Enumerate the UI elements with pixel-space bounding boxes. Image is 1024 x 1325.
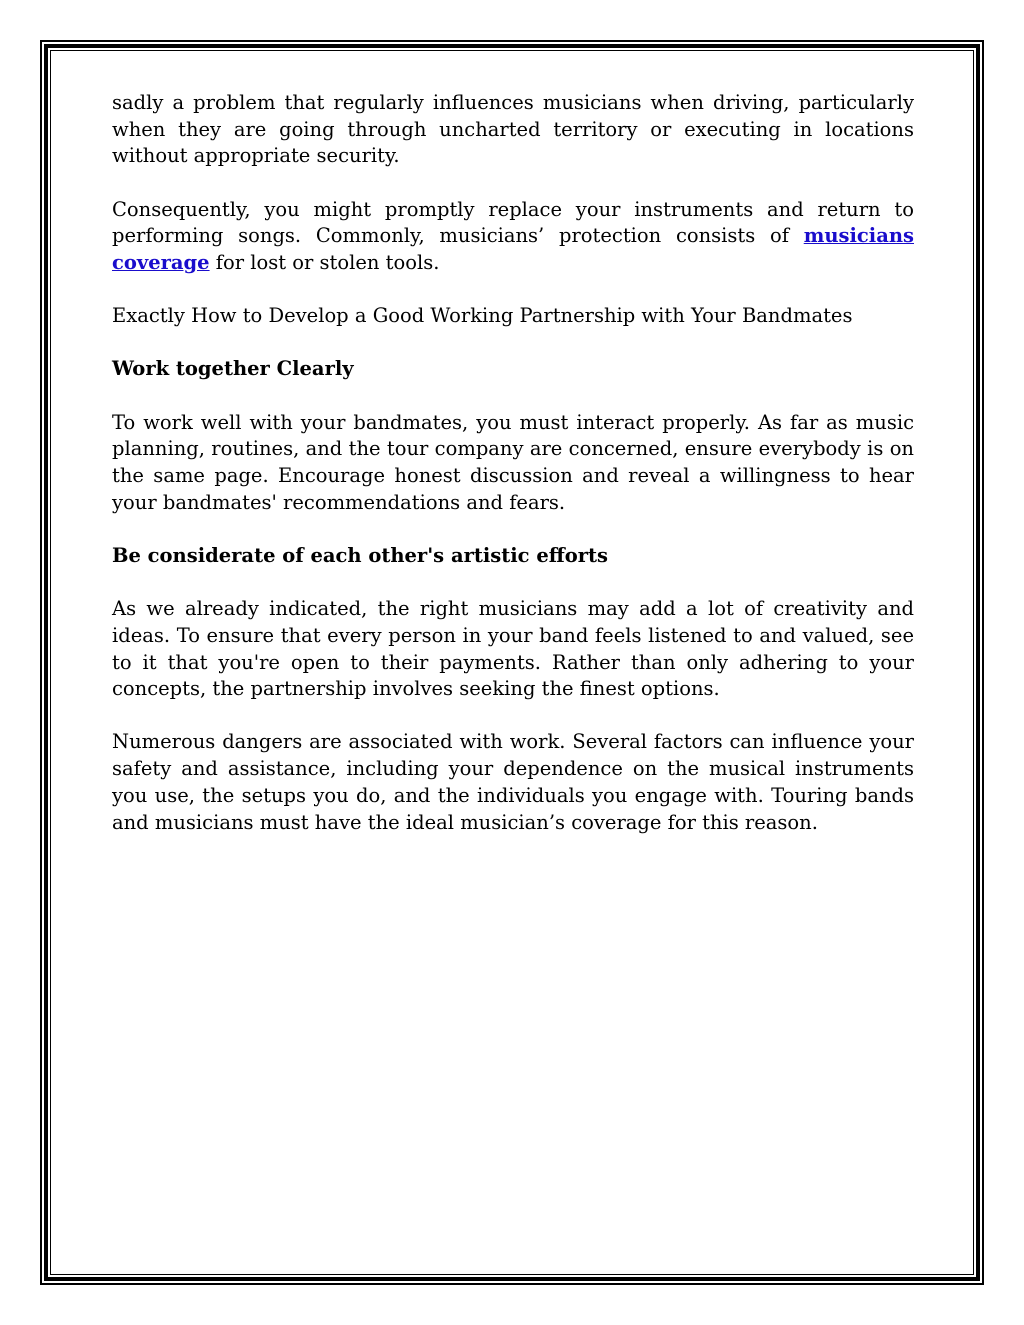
paragraph-replace-instruments: [112, 197, 914, 277]
document-body: [112, 90, 914, 863]
heading-be-considerate: Be considerate of each other's artistic efforts: [112, 543, 609, 567]
paragraph-creativity: As we already indicated, the right musicians may add a lot of creativity and ideas. To ensure that every person in your band feels listened to and valued, see to it that you're open to their payments. Rather than only adhering to your concepts, the partnership involves seeking the finest options.: [112, 597, 914, 701]
paragraph-communication: To work well with your bandmates, you must interact properly. As far as music planning, routines, and the tour company are concerned, ensure everybody is on the same page. Encourage honest discussion and reveal a willingness to hear your bandmates' recommendations and fears.: [112, 410, 914, 514]
musicians-coverage-link[interactable]: musicians coverage: [112, 224, 914, 275]
paragraph-partnership-title: Exactly How to Develop a Good Working Partnership with Your Bandmates: [112, 304, 853, 328]
paragraph-dangers: Numerous dangers are associated with work. Several factors can influence your safety and assistance, including your dependence on the musical instruments you use, the setups you do, and the individuals you engage with. Touring bands and musicians must have the ideal musician’s coverage for this reason.: [112, 730, 914, 834]
paragraph-text-before-link: Consequently, you might promptly replace your instruments and return to performing songs. Commonly, musicians’ protection consists of: [112, 197, 914, 248]
paragraph-security: sadly a problem that regularly influences musicians when driving, particularly when they are going through uncharted territory or executing in locations without appropriate security.: [112, 91, 914, 168]
paragraph-text-after-link: for lost or stolen tools.: [209, 251, 440, 275]
heading-work-together: Work together Clearly: [112, 357, 354, 381]
